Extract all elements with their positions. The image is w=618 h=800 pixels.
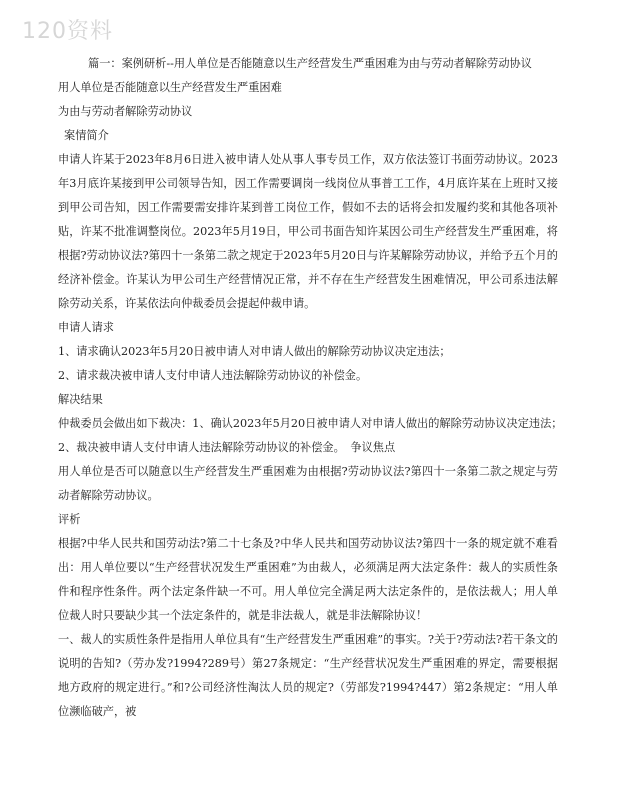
- document-page: [58, 52, 563, 724]
- doc-title: 篇一：案例研析--用人单位是否能随意以生产经营发生严重困难为由与劳动者解除劳动协议: [88, 57, 532, 70]
- analysis-body-2: 一、裁人的实质性条件是指用人单位具有“生产经营发生严重困难”的事实。?关于?劳动法?若干条文的说明的告知?（劳办发?1994?289号）第27条规定：“生产经营状况发生严重困难的界定，需要根据地方政府的规定进行。”和?公司经济性淘汰人员的规定?（劳部发?1994?447）第2条规定：“用人单位濒临破产，被: [58, 633, 558, 718]
- doc-subtitle-2: 为由与劳动者解除劳动协议: [58, 105, 193, 118]
- result-item-2: 2、裁决被申请人支付申请人违法解除劳动协议的补偿金。 争议焦点: [58, 441, 396, 454]
- case-body: 申请人许某于2023年8月6日进入被申请人处从事人事专员工作，双方依法签订书面劳动协议。2023年3月底许某接到甲公司领导告知，因工作需要调岗一线岗位从事普工工作，4月底许某在上班时又接到甲公司告知，因工作需要需安排许某到普工岗位工作，假如不去的话将会扣发履约奖和其他各项补贴，许某不批准调整岗位。2023年5月19日，甲公司书面告知许某因公司生产经营发生严重困难，将根据?劳动协议法?第四十一条第二款之规定于2023年5月20日与许某解除劳动协议，并给予五个月的经济补偿金。许某认为甲公司生产经营情况正常，并不存在生产经营发生困难情况，甲公司系违法解除劳动关系，许某依法向仲裁委员会提起仲裁申请。: [58, 153, 558, 310]
- dispute-body: 用人单位是否可以随意以生产经营发生严重困难为由根据?劳动协议法?第四十一条第二款之规定与劳动者解除劳动协议。: [58, 465, 558, 502]
- request-heading: 申请人请求: [58, 321, 114, 334]
- doc-subtitle-1: 用人单位是否能随意以生产经营发生严重困难: [58, 81, 282, 94]
- request-item-2: 2、请求裁决被申请人支付申请人违法解除劳动协议的补偿金。: [58, 369, 368, 382]
- case-heading: 案情简介: [64, 129, 109, 142]
- watermark: 120资料: [22, 19, 113, 44]
- result-item-1: 仲裁委员会做出如下裁决：1、确认2023年5月20日被申请人对申请人做出的解除劳动协议决定违法；: [58, 417, 563, 430]
- analysis-heading: 评析: [58, 513, 81, 526]
- result-heading: 解决结果: [58, 393, 103, 406]
- request-item-1: 1、请求确认2023年5月20日被申请人对申请人做出的解除劳动协议决定违法；: [58, 345, 451, 358]
- analysis-body: 根据?中华人民共和国劳动法?第二十七条及?中华人民共和国劳动协议法?第四十一条的规定就不难看出：用人单位要以“生产经营状况发生严重困难”为由裁人，必须满足两大法定条件：裁人的实质性条件和程序性条件。两个法定条件缺一不可。用人单位完全满足两大法定条件的，是依法裁人；用人单位裁人时只要缺少其一个法定条件的，就是非法裁人，就是非法解除协议！: [58, 537, 558, 622]
